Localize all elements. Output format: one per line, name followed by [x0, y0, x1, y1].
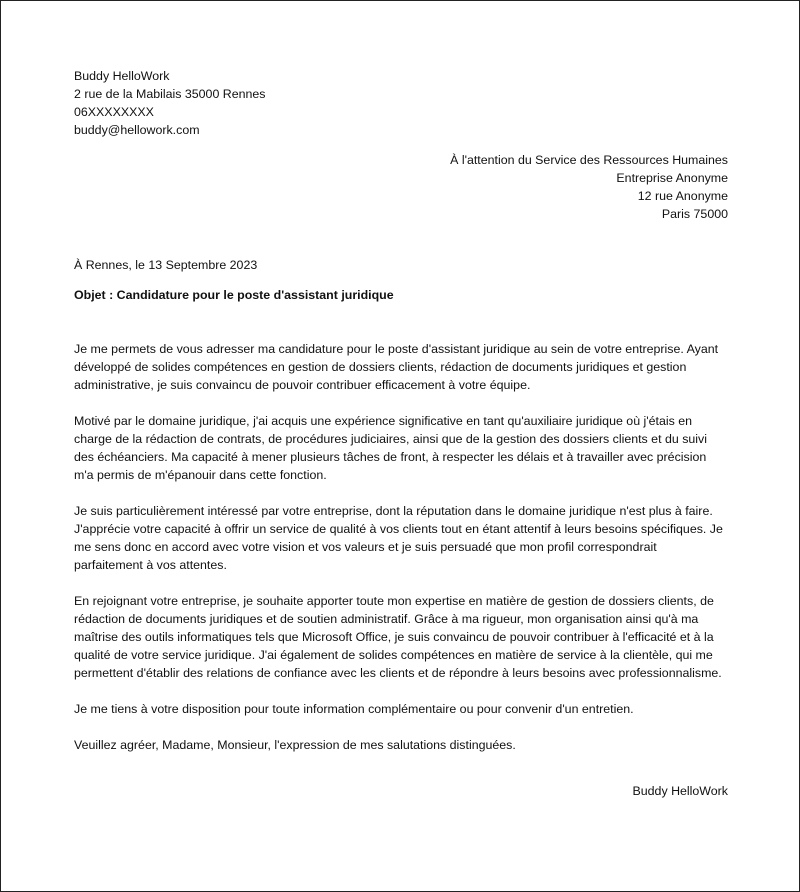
body-paragraph-2: Motivé par le domaine juridique, j'ai acquis une expérience significative en tant qu'auxiliaire juridique où j'étais en charge de la rédaction de contrats, de procédures judiciaires, ainsi que de la gestion des dossiers clients et du suivi des échéanciers. Ma capacité à mener plusieurs tâches de front, à respecter les délais et à travailler avec précision m'a permis de m'épanouir dans cette fonction.	[74, 414, 707, 482]
recipient-street: 12 rue Anonyme	[637, 189, 728, 203]
letter-date: À Rennes, le 13 Septembre 2023	[74, 258, 258, 272]
sender-email: buddy@hellowork.com	[74, 123, 200, 137]
recipient-city: Paris 75000	[661, 207, 728, 221]
letter-body	[74, 340, 728, 754]
sender-address: 2 rue de la Mabilais 35000 Rennes	[74, 87, 266, 101]
letter-subject: Objet : Candidature pour le poste d'assistant juridique	[74, 288, 394, 302]
body-paragraph-4: En rejoignant votre entreprise, je souhaite apporter toute mon expertise en matière de gestion de dossiers clients, de rédaction de documents juridiques et de soutien administratif. Grâce à ma rigueur, mon organisation ainsi qu'à ma maîtrise des outils informatiques tels que Microsoft Office, je suis convaincu de pouvoir contribuer à l'efficacité et à la qualité de votre service juridique. J'ai également de solides compétences en matière de service à la clientèle, qui me permettent d'établir des relations de confiance avec les clients et de répondre à leurs besoins avec professionnalisme.	[74, 594, 722, 680]
signature: Buddy HelloWork	[632, 784, 728, 798]
body-paragraph-1: Je me permets de vous adresser ma candidature pour le poste d'assistant juridique au sein de votre entreprise. Ayant développé de solides compétences en gestion de dossiers clients, rédaction de documents juridiques et gestion administrative, je suis convaincu de pouvoir contribuer efficacement à votre équipe.	[74, 342, 719, 392]
letter-content	[74, 67, 728, 800]
closing-formula: Veuillez agréer, Madame, Monsieur, l'expression de mes salutations distinguées.	[74, 738, 516, 752]
sender-block	[74, 67, 728, 139]
body-paragraph-3: Je suis particulièrement intéressé par votre entreprise, dont la réputation dans le domaine juridique n'est plus à faire. J'apprécie votre capacité à offrir un service de qualité à vos clients tout en étant attentif à leurs besoins spécifiques. Je me sens donc en accord avec votre vision et vos valeurs et je suis persuadé que mon profil correspondrait parfaitement à vos attentes.	[74, 504, 723, 572]
recipient-block	[74, 151, 728, 223]
body-paragraph-5: Je me tiens à votre disposition pour toute information complémentaire ou pour convenir d'un entretien.	[74, 702, 634, 716]
sender-name: Buddy HelloWork	[74, 69, 170, 83]
recipient-company: Entreprise Anonyme	[616, 171, 728, 185]
sender-phone: 06XXXXXXXX	[74, 105, 154, 119]
recipient-attention: À l'attention du Service des Ressources Humaines	[450, 153, 728, 167]
